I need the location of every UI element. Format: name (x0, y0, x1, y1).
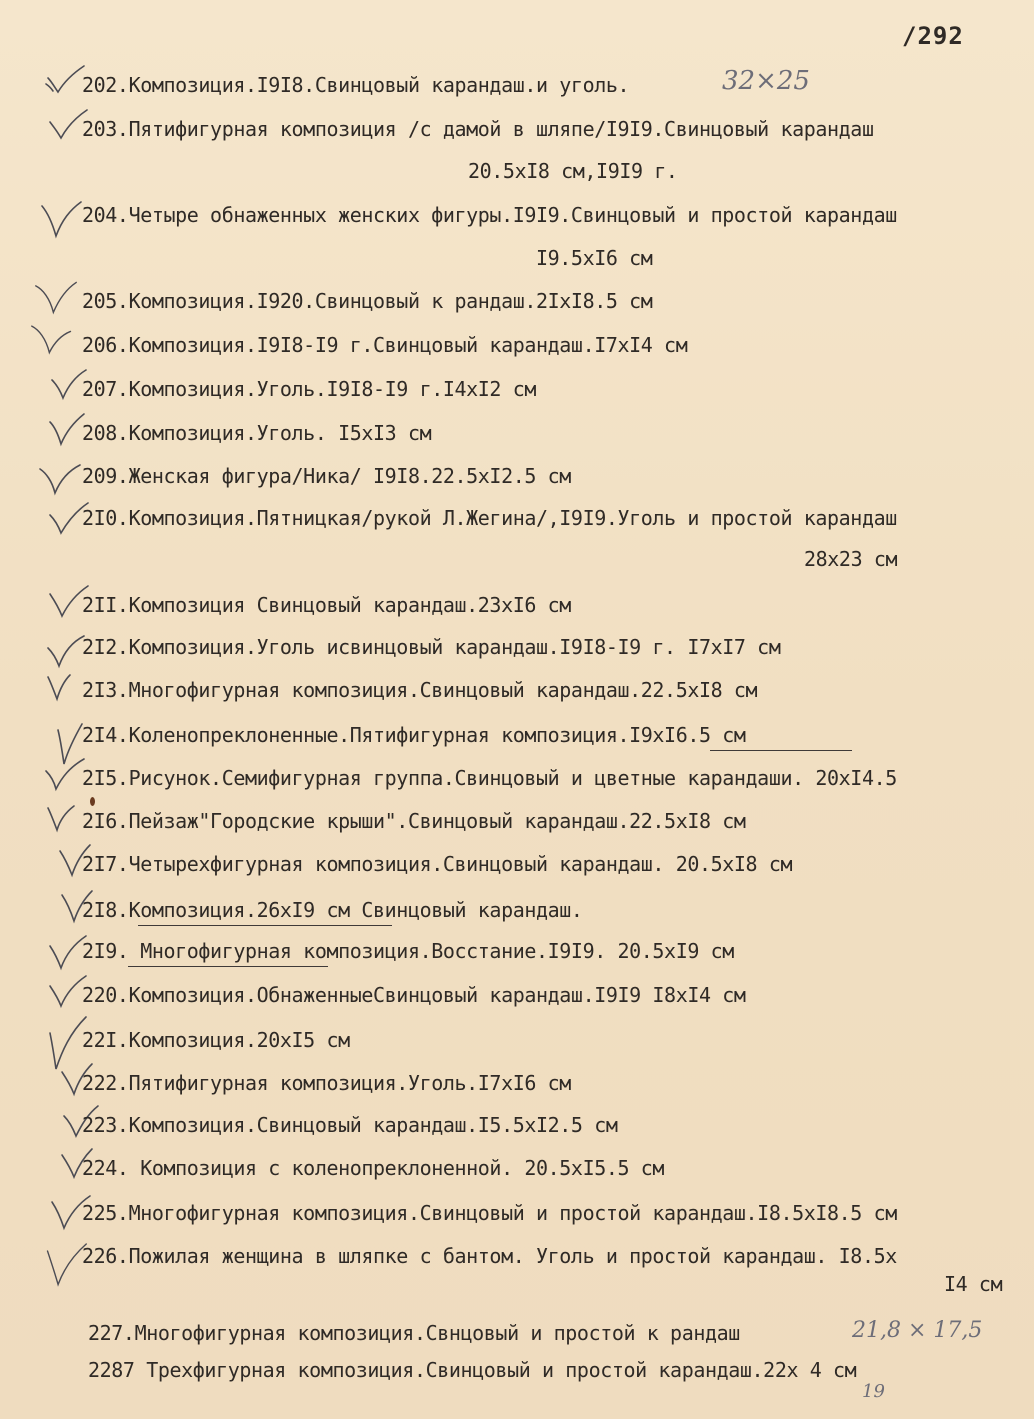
list-item (0, 634, 1034, 678)
text-underline (138, 925, 392, 926)
entry-text: 223.Композиция.Свинцовый карандаш.I5.5xI2.5 см (82, 1113, 618, 1137)
entry-text: 2II.Композиция Свинцовый карандаш.23xI6 см (82, 593, 571, 617)
entry-text: 2I5.Рисунок.Семифигурная группа.Свинцовый и цветные карандаши. 20xI4.5 (82, 766, 897, 790)
list-item (0, 592, 1034, 636)
entry-text: 203.Пятифигурная композиция /с дамой в шляпе/I9I9.Свинцовый карандаш (82, 117, 874, 141)
list-item (0, 1112, 1034, 1156)
entry-text: 220.Композиция.ОбнаженныеСвинцовый карандаш.I9I9 I8xI4 см (82, 983, 746, 1007)
list-item (0, 420, 1034, 464)
list-item (0, 463, 1034, 507)
list-item (0, 116, 1034, 160)
check-mark-icon (30, 320, 74, 364)
entry-text: 22I.Композиция.20xI5 см (82, 1028, 350, 1052)
page-number: /292 (902, 22, 964, 50)
ink-blot (90, 797, 95, 806)
entry-text: 224. Композиция с коленопреклоненной. 20.5xI5.5 см (82, 1156, 665, 1180)
entry-continuation: I4 см (944, 1272, 1003, 1296)
entry-text: 227.Многофигурная композиция.Свнцовый и простой к рандаш (88, 1321, 740, 1345)
list-item (0, 66, 1034, 116)
handwritten-dimensions: 21,8 × 17,5 (852, 1318, 983, 1343)
check-mark-icon (42, 757, 86, 795)
entry-text: 222.Пятифигурная композиция.Уголь.I7xI6 см (82, 1071, 571, 1095)
list-item-continuation (0, 546, 1034, 590)
list-item (0, 1027, 1034, 1071)
entry-text: 2I3.Многофигурная композиция.Свинцовый карандаш.22.5xI8 см (82, 678, 758, 702)
entry-continuation: I9.5xI6 см (536, 246, 653, 270)
text-underline (710, 750, 852, 751)
entry-continuation: 20.5xI8 см,I9I9 г. (468, 159, 678, 183)
entry-text: 2I0.Композиция.Пятницкая/рукой Л.Жегина/,I9I9.Уголь и простой карандаш (82, 506, 897, 530)
check-mark-icon (38, 198, 82, 242)
entry-text: 205.Композиция.I920.Свинцовый к рандаш.2IxI8.5 см (82, 289, 653, 313)
list-item (0, 677, 1034, 721)
list-item (0, 938, 1034, 982)
list-item (0, 1200, 1034, 1244)
list-item (0, 722, 1034, 766)
entry-text: 209.Женская фигура/Ника/ I9I8.22.5xI2.5 см (82, 464, 571, 488)
entry-text: 202.Композиция.I9I8.Свинцовый карандаш.и уголь. (82, 73, 630, 97)
list-item (0, 982, 1034, 1026)
entry-text: 2I2.Композиция.Уголь исвинцовый карандаш.I9I8-I9 г. I7xI7 см (82, 635, 781, 659)
entry-text: 208.Композиция.Уголь. I5xI3 см (82, 421, 432, 445)
check-mark-icon (38, 461, 82, 499)
list-item (0, 1070, 1034, 1114)
entry-text: 2I8.Композиция.26xI9 см Свинцовый карандаш. (82, 898, 583, 922)
list-item (0, 808, 1034, 852)
list-item (0, 851, 1034, 895)
entry-text: 2I6.Пейзаж"Городские крыши".Свинцовый карандаш.22.5xI8 см (82, 809, 746, 833)
entry-continuation: 28x23 см (804, 547, 898, 571)
list-item-continuation (0, 245, 1034, 289)
list-item (0, 202, 1034, 246)
entry-text: 206.Композиция.I9I8-I9 г.Свинцовый карандаш.I7xI4 см (82, 333, 688, 357)
entry-text: 2I7.Четырехфигурная композиция.Свинцовый карандаш. 20.5xI8 см (82, 852, 793, 876)
entry-text: 2I4.Коленопреклоненные.Пятифигурная композиция.I9xI6.5 см (82, 723, 746, 747)
entry-text: 2I9. Многофигурная композиция.Восстание.I9I9. 20.5xI9 см (82, 939, 734, 963)
entry-text: 225.Многофигурная композиция.Свинцовый и простой карандаш.I8.5xI8.5 см (82, 1201, 897, 1225)
entry-text: 207.Композиция.Уголь.I9I8-I9 г.I4xI2 см (82, 377, 536, 401)
list-item (0, 505, 1034, 549)
check-mark-icon (42, 800, 86, 838)
entry-text: 2287 Трехфигурная композиция.Свинцовый и простой карандаш.22x 4 см (88, 1358, 857, 1382)
check-mark-icon (42, 669, 86, 707)
list-item-continuation (0, 158, 1034, 202)
list-item (0, 1155, 1034, 1199)
check-mark-icon (34, 278, 78, 322)
list-item (0, 897, 1034, 941)
entry-text: 204.Четыре обнаженных женских фигуры.I9I9.Свинцовый и простой карандаш (82, 203, 897, 227)
list-item (0, 288, 1034, 332)
list-item (0, 376, 1034, 420)
list-item (0, 765, 1034, 809)
text-underline (128, 966, 328, 967)
list-item (0, 1357, 1034, 1401)
handwritten-correction: 19 (862, 1381, 885, 1402)
handwritten-dimensions: 32×25 (722, 66, 810, 96)
list-item (0, 332, 1034, 376)
entry-text: 226.Пожилая женщина в шляпке с бантом. Уголь и простой карандаш. I8.5x (82, 1244, 897, 1268)
list-item-continuation (0, 1271, 1034, 1315)
